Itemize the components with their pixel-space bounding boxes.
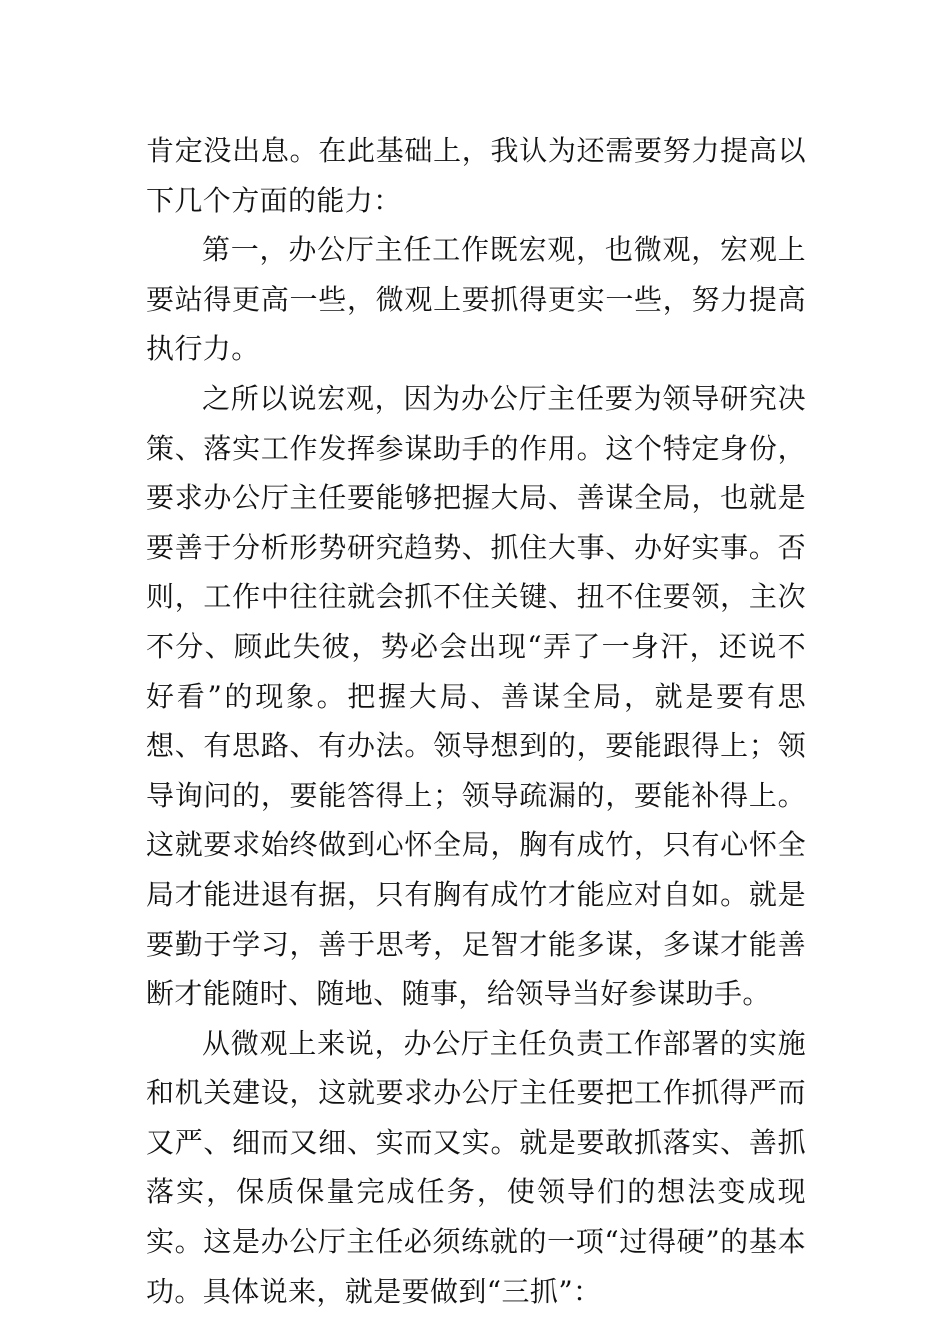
document-body xyxy=(146,126,806,1316)
paragraph-macro-view: 之所以说宏观，因为办公厅主任要为领导研究决策、落实工作发挥参谋助手的作用。这个特定身份，要求办公厅主任要能够把握大局、善谋全局，也就是要善于分析形势研究趋势、抓住大事、办好实事。否则，工作中往往就会抓不住关键、扭不住要领，主次不分、顾此失彼，势必会出现“弄了一身汗，还说不好看”的现象。把握大局、善谋全局，就是要有思想、有思路、有办法。领导想到的，要能跟得上；领导询问的，要能答得上；领导疏漏的，要能补得上。这就要求始终做到心怀全局，胸有成竹，只有心怀全局才能进退有据，只有胸有成竹才能应对自如。就是要勤于学习，善于思考，足智才能多谋，多谋才能善断才能随时、随地、随事，给领导当好参谋助手。 xyxy=(146,381,806,1011)
paragraph-first-point: 第一，办公厅主任工作既宏观，也微观，宏观上要站得更高一些，微观上要抓得更实一些，努力提高执行力。 xyxy=(146,233,806,366)
paragraph-continuation: 肯定没出息。在此基础上，我认为还需要努力提高以下几个方面的能力： xyxy=(146,134,806,217)
paragraph-micro-view: 从微观上来说，办公厅主任负责工作部署的实施和机关建设，这就要求办公厅主任要把工作抓得严而又严、细而又细、实而又实。就是要敢抓落实、善抓落实，保质保量完成任务，使领导们的想法变成现实。这是办公厅主任必须练就的一项“过得硬”的基本功。具体说来，就是要做到“三抓”： xyxy=(146,1026,806,1308)
